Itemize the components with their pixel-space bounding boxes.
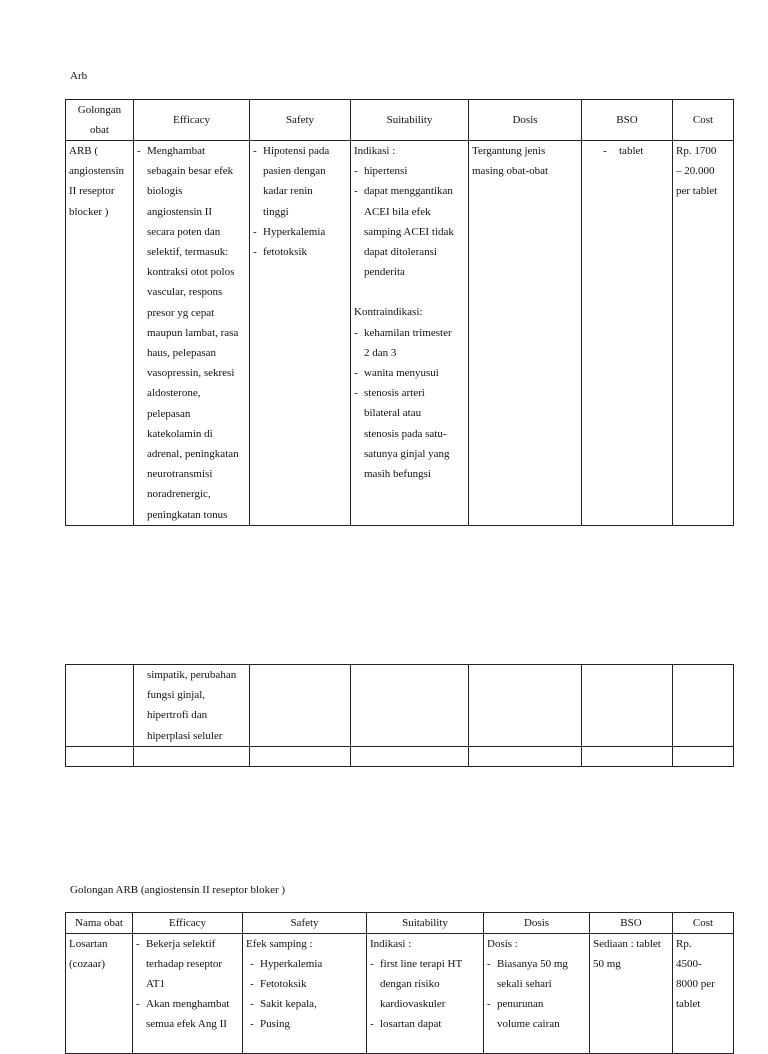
header-cost: Cost <box>673 913 734 934</box>
dosis-item: - Biasanya 50 mg sekali sehari <box>487 954 586 994</box>
efficacy-item: - Akan menghambat semua efek Ang II <box>136 994 239 1034</box>
header-safety: Safety <box>250 100 351 141</box>
efficacy-cell <box>134 141 250 526</box>
safety-cell <box>243 934 367 1054</box>
safety-item: - Hyperkalemia <box>253 222 347 242</box>
header-dosis: Dosis <box>469 100 582 141</box>
table-row <box>66 934 734 1054</box>
suitability-cell <box>367 934 484 1054</box>
indikasi-title: Indikasi : <box>370 938 412 950</box>
indikasi-title: Indikasi : <box>354 145 396 157</box>
cost-cell <box>673 934 734 1054</box>
header-nama-obat: Nama obat <box>66 913 133 934</box>
header-bso: BSO <box>590 913 673 934</box>
indikasi-item: - hipertensi <box>354 161 465 181</box>
golongan-text: ARB ( angiostensin II reseptor blocker ) <box>69 145 124 218</box>
golongan-cell <box>66 141 134 526</box>
table-row <box>66 665 734 747</box>
header-suitability: Suitability <box>351 100 469 141</box>
safety-cell <box>250 141 351 526</box>
table-row <box>66 141 734 526</box>
arb-overview-table <box>65 99 734 526</box>
safety-item: - Hipotensi pada pasien dengan kadar renin tinggi <box>253 141 347 222</box>
efficacy-continued-text: simpatik, perubahan fungsi ginjal, hipertrofi dan hiperplasi seluler <box>147 669 237 742</box>
kontraindikasi-title: Kontraindikasi: <box>354 306 423 319</box>
header-safety: Safety <box>243 913 367 934</box>
indikasi-item: - first line terapi HT dengan risiko kardiovaskuler <box>370 954 480 1014</box>
page-title: Arb <box>70 70 88 82</box>
efficacy-cell <box>134 665 250 747</box>
dosis-cell <box>469 141 582 526</box>
bso-cell <box>582 141 673 526</box>
efek-samping-title: Efek samping : <box>246 938 313 950</box>
indikasi-item: - dapat menggantikan ACEI bila efek samping ACEI tidak dapat ditoleransi penderita <box>354 181 465 282</box>
table-header-row <box>66 100 734 141</box>
kontraindikasi-item: - wanita menyusui <box>354 363 465 383</box>
cost-cell <box>673 141 734 526</box>
efficacy-item: - Bekerja selektif terhadap reseptor AT1 <box>136 934 239 994</box>
table-header-row <box>66 913 734 934</box>
arb-drugs-table <box>65 912 734 1054</box>
header-bso: BSO <box>582 100 673 141</box>
safety-item: - Pusing <box>250 1014 363 1034</box>
nama-obat-cell <box>66 934 133 1054</box>
arb-overview-table-continued <box>65 664 734 767</box>
header-golongan: Golongan obat <box>66 100 134 141</box>
table-row <box>66 746 734 766</box>
efficacy-item: - Menghambat sebagain besar efek biologis angiostensin II secara poten dan selektif, termasuk: kontraksi otot polos vascular, respons presor yg cepat maupun lambat, rasa haus, pelepasan vasopressin, sekresi aldosterone, pelepasan katekolamin di adrenal, peningkatan neurotransmisi noradrenergic, peningkatan tonus <box>137 141 246 525</box>
safety-item: - Fetotoksik <box>250 974 363 994</box>
header-efficacy: Efficacy <box>133 913 243 934</box>
kontraindikasi-item: - stenosis arteri bilateral atau stenosis pada satu- satunya ginjal yang masih befungsi <box>354 383 465 484</box>
cost-text: Rp. 4500- 8000 per tablet <box>676 938 715 1010</box>
kontraindikasi-item: - kehamilan trimester 2 dan 3 <box>354 323 465 363</box>
efficacy-cell <box>133 934 243 1054</box>
indikasi-item: - losartan dapat <box>370 1014 480 1034</box>
bso-item: - tablet <box>603 141 669 161</box>
header-efficacy: Efficacy <box>134 100 250 141</box>
bso-cell <box>590 934 673 1054</box>
section-title: Golongan ARB (angiostensin II reseptor bloker ) <box>70 884 286 896</box>
safety-item: - fetotoksik <box>253 242 347 262</box>
safety-item: - Hyperkalemia <box>250 954 363 974</box>
bso-text: Sediaan : tablet 50 mg <box>593 938 661 970</box>
dosis-title: Dosis : <box>487 938 518 950</box>
dosis-cell <box>484 934 590 1054</box>
nama-obat-text: Losartan (cozaar) <box>69 938 108 970</box>
header-cost: Cost <box>673 100 734 141</box>
header-dosis: Dosis <box>484 913 590 934</box>
dosis-text: Tergantung jenis masing obat-obat <box>472 145 549 178</box>
cost-text: Rp. 1700 – 20.000 per tablet <box>676 145 718 198</box>
header-suitability: Suitability <box>367 913 484 934</box>
safety-item: - Sakit kepala, <box>250 994 363 1014</box>
dosis-item: - penurunan volume cairan <box>487 994 586 1034</box>
suitability-cell <box>351 141 469 526</box>
